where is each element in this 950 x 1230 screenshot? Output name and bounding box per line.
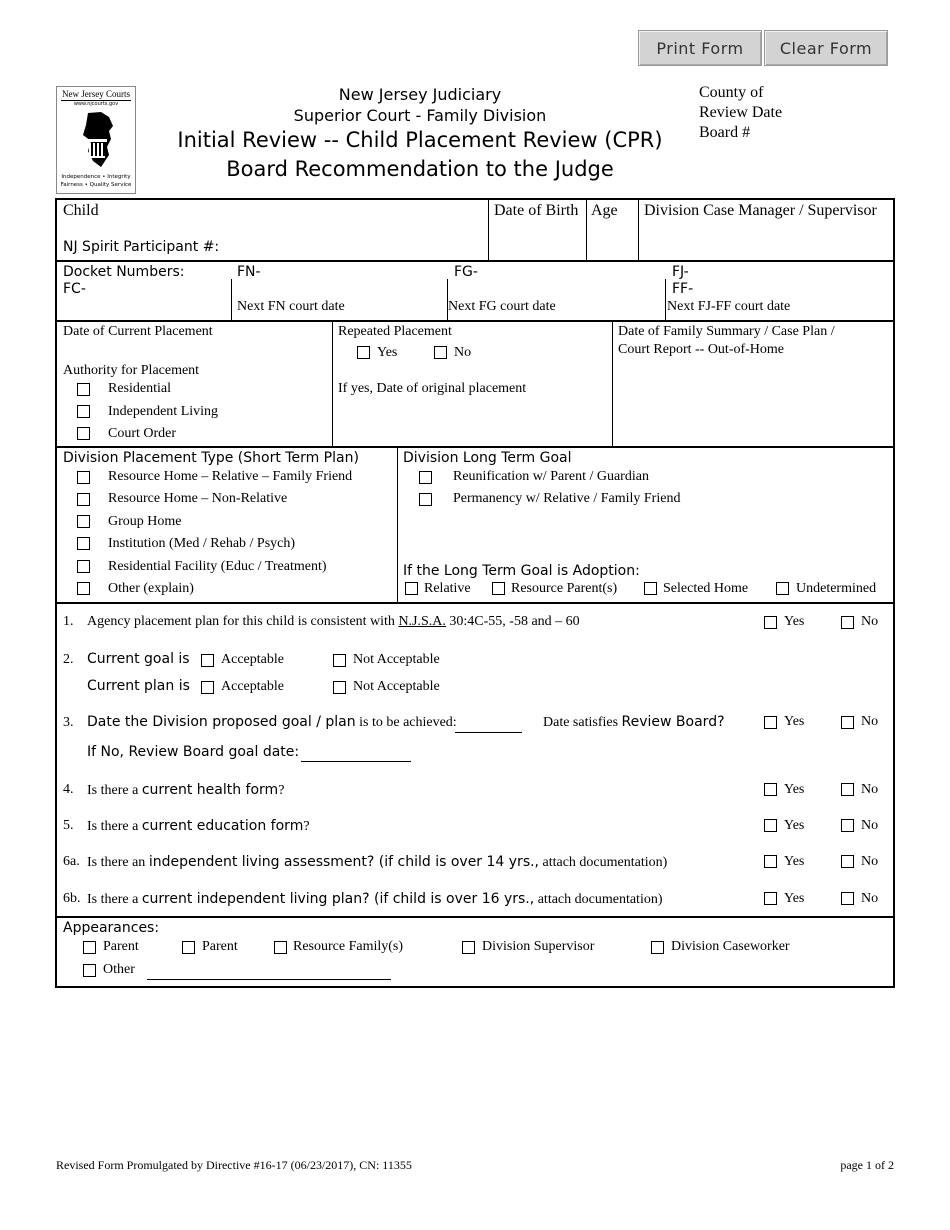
goal-not-acceptable-label: Not Acceptable: [353, 652, 440, 667]
appearances-title: Appearances:: [63, 920, 160, 936]
q1-number: 1.: [63, 614, 74, 629]
q4-yes-label: Yes: [784, 782, 805, 797]
q6a-text: Is there an: [87, 855, 146, 870]
other-appearance-checkbox[interactable]: [83, 964, 96, 977]
logo-title: New Jersey Courts: [62, 89, 130, 99]
next-fn-court-date-label: Next FN court date: [237, 299, 345, 314]
questions-section: [55, 602, 895, 918]
q6a-number: 6a.: [63, 854, 80, 869]
adoption-selected-home-label: Selected Home: [663, 581, 749, 596]
other-appearance-field[interactable]: [147, 979, 391, 980]
fn-label: FN-: [237, 264, 261, 280]
long-term-goal-title: Division Long Term Goal: [403, 450, 572, 466]
residential-checkbox[interactable]: [77, 383, 90, 396]
goal-not-acceptable-checkbox[interactable]: [333, 654, 346, 667]
q5-yes-label: Yes: [784, 818, 805, 833]
adoption-resource-parent-label: Resource Parent(s): [511, 581, 618, 596]
resource-home-relative-checkbox[interactable]: [77, 471, 90, 484]
division-caseworker-label: Division Caseworker: [671, 939, 790, 954]
q3-yes-label: Yes: [784, 714, 805, 729]
q6b-yes-checkbox[interactable]: [764, 892, 777, 905]
docket-numbers-label: Docket Numbers:: [63, 264, 185, 280]
q5-yes-checkbox[interactable]: [764, 819, 777, 832]
next-fg-court-date-label: Next FG court date: [448, 299, 556, 314]
q3-number: 3.: [63, 715, 74, 730]
logo-url: www.njcourts.gov: [73, 101, 119, 107]
q6a-no-label: No: [861, 854, 879, 869]
resource-family-label: Resource Family(s): [293, 939, 404, 954]
resource-home-nonrelative-checkbox[interactable]: [77, 493, 90, 506]
court-order-label: Court Order: [108, 426, 177, 441]
other-placement-label: Other (explain): [108, 581, 194, 596]
resource-home-nonrelative-label: Resource Home – Non-Relative: [108, 491, 288, 506]
placement-type-section: [55, 446, 895, 604]
njspirit-label: NJ Spirit Participant #:: [63, 239, 220, 255]
q3-satisfies-text: Date satisfies: [543, 715, 619, 730]
q3-no-label: No: [861, 714, 879, 729]
current-placement-date-label: Date of Current Placement: [63, 324, 213, 339]
footer-directive: Revised Form Promulgated by Directive #16-17 (06/23/2017), CN: 11355: [56, 1158, 412, 1172]
q5-text-2: current education form: [141, 818, 304, 834]
adoption-selected-home-checkbox[interactable]: [644, 582, 657, 595]
division-supervisor-checkbox[interactable]: [462, 941, 475, 954]
q3-if-no-label: If No, Review Board goal date:: [87, 744, 300, 760]
q5-no-label: No: [861, 818, 879, 833]
next-fjff-court-date-label: Next FJ-FF court date: [667, 299, 791, 314]
repeated-yes-checkbox[interactable]: [357, 346, 370, 359]
repeated-no-checkbox[interactable]: [434, 346, 447, 359]
other-placement-checkbox[interactable]: [77, 582, 90, 595]
parent-2-label: Parent: [202, 939, 238, 954]
q6a-text-3: ? (if child is over 14 yrs.,: [366, 854, 540, 870]
docket-section: [55, 260, 895, 322]
plan-acceptable-checkbox[interactable]: [201, 681, 214, 694]
ff-label: FF-: [672, 281, 694, 297]
original-placement-date-label: If yes, Date of original placement: [338, 381, 527, 396]
page-title: Initial Review -- Child Placement Review (CPR): [177, 128, 663, 152]
q2-number: 2.: [63, 652, 74, 667]
logo-tagline-2: Fairness • Quality Service: [60, 182, 132, 188]
q6b-no-label: No: [861, 891, 879, 906]
placement-section: [55, 320, 895, 448]
child-label: Child: [63, 202, 99, 219]
q6b-yes-label: Yes: [784, 891, 805, 906]
repeated-no-label: No: [454, 345, 472, 360]
q2-goal-label: Current goal is: [87, 651, 190, 667]
adoption-undetermined-label: Undetermined: [796, 581, 877, 596]
division-supervisor-label: Division Supervisor: [482, 939, 595, 954]
q6b-text: Is there a: [87, 892, 139, 907]
print-form-button[interactable]: Print Form: [638, 30, 762, 66]
permanency-checkbox[interactable]: [419, 493, 432, 506]
family-summary-label-2: Court Report -- Out-of-Home: [618, 342, 785, 357]
q5-number: 5.: [63, 818, 74, 833]
group-home-label: Group Home: [108, 514, 182, 529]
page-number: page 1 of 2: [840, 1158, 894, 1172]
q6b-no-checkbox[interactable]: [841, 892, 854, 905]
q3-text: Date the Division proposed goal / plan: [87, 714, 356, 730]
child-info-section: [55, 198, 895, 262]
repeated-yes-label: Yes: [377, 345, 398, 360]
repeated-placement-label: Repeated Placement: [338, 324, 452, 339]
q4-text: Is there a: [87, 783, 139, 798]
header-judiciary: New Jersey Judiciary: [338, 85, 502, 104]
parent-1-label: Parent: [103, 939, 139, 954]
q3-text-2: is to be achieved:: [359, 715, 457, 730]
q4-text-3: ?: [278, 783, 285, 798]
adoption-title: If the Long Term Goal is Adoption:: [403, 563, 640, 579]
goal-acceptable-checkbox[interactable]: [201, 654, 214, 667]
permanency-label: Permanency w/ Relative / Family Friend: [453, 491, 681, 506]
group-home-checkbox[interactable]: [77, 515, 90, 528]
resource-family-checkbox[interactable]: [274, 941, 287, 954]
board-number-label: Board #: [699, 124, 751, 141]
division-caseworker-checkbox[interactable]: [651, 941, 664, 954]
q6b-text-2: current independent living plan? (if child is over 16 yrs.,: [141, 891, 535, 907]
q3-review-board-text: Review Board?: [621, 714, 725, 730]
fg-label: FG-: [454, 264, 478, 280]
header-court: Superior Court - Family Division: [293, 106, 547, 125]
goal-acceptable-label: Acceptable: [221, 652, 284, 667]
parent-1-checkbox[interactable]: [83, 941, 96, 954]
institution-checkbox[interactable]: [77, 537, 90, 550]
adoption-relative-checkbox[interactable]: [405, 582, 418, 595]
resource-home-relative-label: Resource Home – Relative – Family Friend: [108, 469, 353, 484]
review-board-goal-date-field[interactable]: [301, 761, 411, 762]
institution-label: Institution (Med / Rehab / Psych): [108, 536, 296, 551]
q1-statute: 30:4C-55, -58 and – 60: [449, 614, 580, 629]
q4-yes-checkbox[interactable]: [764, 783, 777, 796]
q5-text-3: ?: [303, 819, 310, 834]
adoption-undetermined-checkbox[interactable]: [776, 582, 789, 595]
q1-yes-checkbox[interactable]: [764, 616, 777, 629]
q6a-no-checkbox[interactable]: [841, 855, 854, 868]
short-term-plan-title: Division Placement Type (Short Term Plan): [63, 450, 359, 466]
q6b-number: 6b.: [63, 891, 81, 906]
residential-facility-checkbox[interactable]: [77, 560, 90, 573]
fj-label: FJ-: [672, 264, 689, 280]
page-subtitle: Board Recommendation to the Judge: [226, 157, 614, 181]
appearances-section: [55, 916, 895, 988]
parent-2-checkbox[interactable]: [182, 941, 195, 954]
q6a-text-2: independent living assessment: [148, 854, 367, 870]
q6a-yes-label: Yes: [784, 854, 805, 869]
plan-acceptable-label: Acceptable: [221, 679, 284, 694]
authority-for-placement-label: Authority for Placement: [63, 363, 200, 378]
q1-yes-label: Yes: [784, 614, 805, 629]
adoption-relative-label: Relative: [424, 581, 471, 596]
adoption-resource-parent-checkbox[interactable]: [492, 582, 505, 595]
case-manager-label: Division Case Manager / Supervisor: [644, 202, 877, 219]
q6a-yes-checkbox[interactable]: [764, 855, 777, 868]
plan-not-acceptable-checkbox[interactable]: [333, 681, 346, 694]
goal-date-field[interactable]: [455, 732, 522, 733]
age-label: Age: [591, 202, 618, 219]
review-date-label: Review Date: [699, 104, 783, 121]
other-appearance-label: Other: [103, 962, 135, 977]
residential-label: Residential: [108, 381, 171, 396]
county-label: County of: [699, 84, 764, 101]
q3-no-checkbox[interactable]: [841, 716, 854, 729]
q4-no-checkbox[interactable]: [841, 783, 854, 796]
q1-text: Agency placement plan for this child is consistent with: [87, 614, 395, 629]
court-order-checkbox[interactable]: [77, 427, 90, 440]
reunification-checkbox[interactable]: [419, 471, 432, 484]
q6a-text-4: attach documentation): [542, 855, 668, 870]
independent-living-checkbox[interactable]: [77, 405, 90, 418]
logo-tagline-1: Independence • Integrity: [61, 174, 131, 180]
residential-facility-label: Residential Facility (Educ / Treatment): [108, 559, 327, 574]
q4-number: 4.: [63, 782, 74, 797]
clear-form-button[interactable]: Clear Form: [764, 30, 888, 66]
date-of-birth-label: Date of Birth: [494, 202, 579, 219]
q5-text: Is there a: [87, 819, 139, 834]
q4-no-label: No: [861, 782, 879, 797]
fc-label: FC-: [63, 281, 86, 297]
independent-living-label: Independent Living: [108, 404, 219, 419]
reunification-label: Reunification w/ Parent / Guardian: [453, 469, 649, 484]
njsa-link: N.J.S.A.: [398, 614, 446, 629]
q1-no-checkbox[interactable]: [841, 616, 854, 629]
q4-text-2: current health form: [141, 782, 279, 798]
q5-no-checkbox[interactable]: [841, 819, 854, 832]
family-summary-label-1: Date of Family Summary / Case Plan /: [618, 324, 835, 339]
q6b-text-3: attach documentation): [537, 892, 663, 907]
plan-not-acceptable-label: Not Acceptable: [353, 679, 440, 694]
q1-no-label: No: [861, 614, 879, 629]
q2-plan-label: Current plan is: [87, 678, 190, 694]
q3-yes-checkbox[interactable]: [764, 716, 777, 729]
